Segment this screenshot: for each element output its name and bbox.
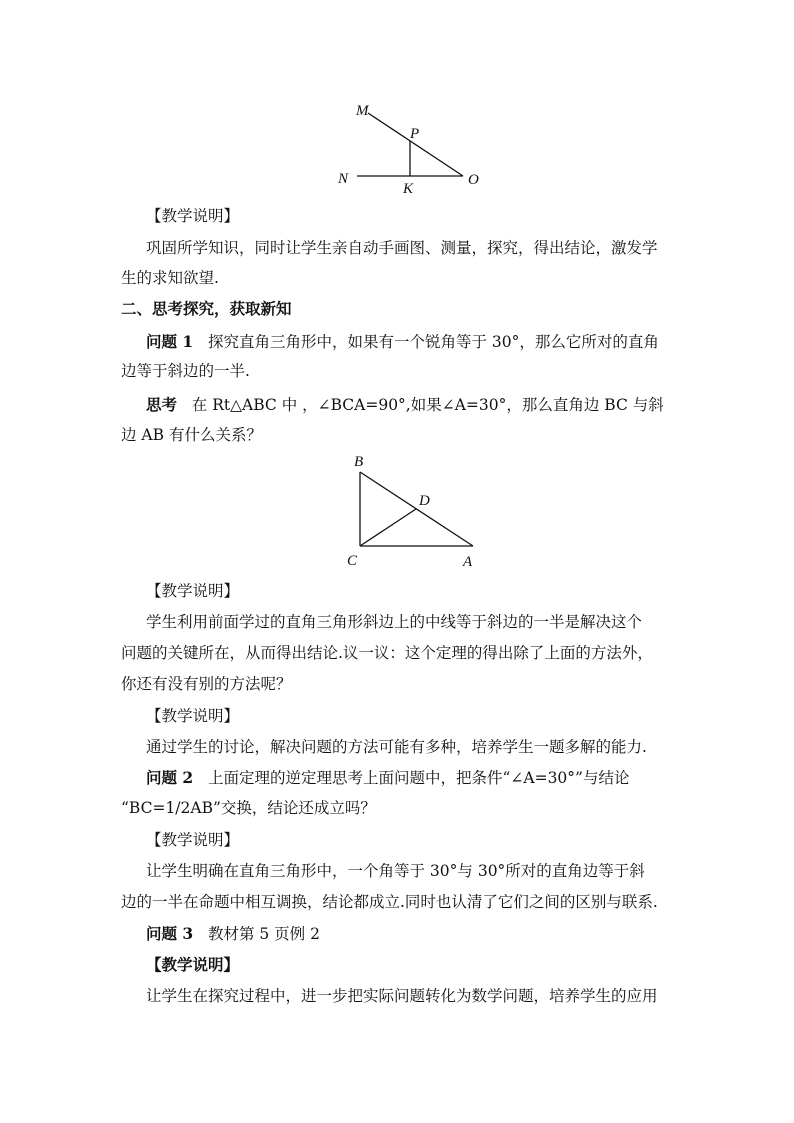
- teaching-note-heading: 【教学说明】: [146, 207, 240, 225]
- question-2-text: 上面定理的逆定理思考上面问题中，把条件“∠A=30°”与结论: [207, 769, 630, 787]
- label-a: A: [463, 554, 473, 570]
- question-3: [146, 924, 794, 944]
- label-n: N: [338, 171, 349, 187]
- question-2: [146, 768, 794, 788]
- paragraph-line: 生的求知欲望.: [121, 269, 219, 287]
- teaching-note-heading: 【教学说明】: [146, 582, 240, 600]
- question-1-label: 问题 1: [146, 332, 194, 351]
- median-cd: [360, 509, 416, 546]
- think-prompt: [146, 395, 794, 415]
- teaching-note-heading: 【教学说明】: [146, 831, 240, 849]
- question-2-label: 问题 2: [146, 768, 194, 787]
- question-3-label: 问题 3: [146, 924, 194, 943]
- label-b: B: [354, 454, 364, 470]
- label-o: O: [468, 172, 479, 188]
- angle-figure: [330, 95, 490, 200]
- paragraph-line: 你还有没有别的方法呢？: [121, 675, 292, 693]
- paragraph-line: 边等于斜边的一半.: [121, 362, 250, 380]
- question-1-text: 探究直角三角形中，如果有一个锐角等于 30°，那么它所对的直角: [207, 333, 659, 351]
- label-p: P: [410, 126, 420, 142]
- think-text: 在 Rt△ABC 中 ，∠BCA=90°,如果∠A=30°，那么直角边 BC 与斜: [191, 396, 664, 414]
- question-3-text: 教材第 5 页例 2: [207, 925, 320, 943]
- section-heading: 二、思考探究，获取新知: [121, 299, 292, 318]
- teaching-note-heading: 【教学说明】: [146, 707, 240, 725]
- label-m: M: [356, 103, 369, 119]
- paragraph-line: 边 AB 有什么关系？: [121, 426, 262, 444]
- paragraph-line: 通过学生的讨论，解决问题的方法可能有多种，培养学生一题多解的能力.: [146, 738, 647, 756]
- right-triangle-figure: [340, 450, 480, 575]
- paragraph-line: 边的一半在命题中相互调换，结论都成立.同时也认清了它们之间的区别与联系.: [121, 893, 658, 911]
- paragraph-line: 问题的关键所在，从而得出结论.议一议：这个定理的得出除了上面的方法外，: [121, 644, 653, 662]
- think-label: 思考: [146, 395, 178, 414]
- teaching-note-heading: 【教学说明】: [146, 955, 240, 974]
- paragraph-line: 巩固所学知识，同时让学生亲自动手画图、测量，探究，得出结论，激发学: [146, 239, 658, 257]
- paragraph-line: 让学生明确在直角三角形中，一个角等于 30°与 30°所对的直角边等于斜: [146, 862, 645, 880]
- label-k: K: [403, 181, 414, 197]
- paragraph-line: “BC=1/2AB”交换，结论还成立吗？: [121, 799, 376, 817]
- label-d: D: [419, 493, 430, 509]
- paragraph-line: 学生利用前面学过的直角三角形斜边上的中线等于斜边的一半是解决这个: [146, 613, 643, 631]
- paragraph-line: 让学生在探究过程中，进一步把实际问题转化为数学问题，培养学生的应用: [146, 987, 658, 1005]
- question-1: [146, 332, 794, 352]
- label-c: C: [347, 553, 358, 569]
- ray-om: [368, 113, 463, 176]
